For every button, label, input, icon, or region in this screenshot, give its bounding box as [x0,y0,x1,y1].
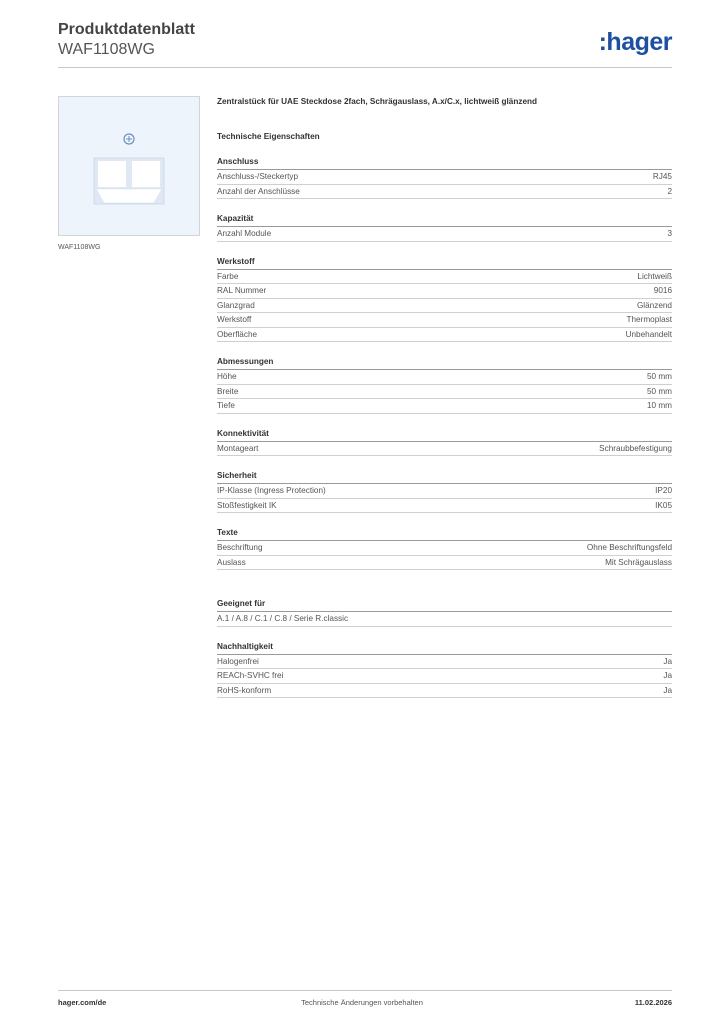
property-row [217,655,672,670]
property-row [217,612,672,627]
property-section [217,527,672,570]
property-label: Auslass [217,557,246,567]
property-row [217,227,672,242]
property-label: Werkstoff [217,315,252,324]
property-value: 3 [667,229,672,238]
property-label: Stoßfestigkeit IK [217,500,277,510]
product-details [217,96,672,698]
property-value: IK05 [655,500,672,510]
property-label: Farbe [217,271,239,281]
property-value: Ja [663,685,672,695]
property-label: Glanzgrad [217,300,255,310]
property-section [217,356,672,414]
property-row [217,484,672,499]
property-row [217,313,672,328]
property-value: Lichtweiß [637,271,672,281]
property-section [217,428,672,457]
property-label: RAL Nummer [217,286,267,295]
rj45-socket-plate-icon [59,97,199,235]
property-row [217,270,672,285]
property-row [217,170,672,185]
section-heading: Konnektivität [217,428,672,442]
image-caption: WAF1108WG [58,244,101,251]
footer-divider [58,990,672,991]
property-value: Unbehandelt [625,329,672,339]
section-heading: Sicherheit [217,470,672,484]
property-value: 50 mm [646,386,672,396]
property-row [217,328,672,343]
property-section [217,598,672,627]
property-row [217,684,672,699]
property-label: Anzahl Module [217,229,272,238]
property-label: RoHS-konform [217,685,272,695]
property-section [217,470,672,513]
property-label: Anschluss-/Steckertyp [217,172,298,181]
technical-properties-title: Technische Eigenschaften [217,132,320,141]
property-sections [217,156,672,698]
property-value: Ohne Beschriftungsfeld [586,543,672,552]
section-heading: Geeignet für [217,598,672,612]
section-heading: Nachhaltigkeit [217,641,672,655]
property-label: A.1 / A.8 / C.1 / C.8 / Serie R.classic [217,614,349,623]
property-label: IP-Klasse (Ingress Protection) [217,486,326,495]
property-value: 50 mm [646,372,672,381]
document-title: Produktdatenblatt [58,21,195,38]
document-header [58,20,195,60]
property-row [217,442,672,457]
footer-website: hager.com/de [58,998,107,1007]
property-row [217,669,672,684]
footer-date: 11.02.2026 [634,998,672,1007]
property-label: Anzahl der Anschlüsse [217,186,300,196]
property-label: Halogenfrei [217,656,259,666]
product-image [58,96,200,236]
property-label: Tiefe [217,401,235,410]
property-value: Schraubbefestigung [599,443,672,453]
property-section [217,641,672,699]
property-row [217,385,672,400]
property-label: Beschriftung [217,543,263,552]
property-label: REACh-SVHC frei [217,671,284,680]
property-value: Glänzend [636,300,672,310]
product-name: Zentralstück für UAE Steckdose 2fach, Schrägauslass, A.x/C.x, lichtweiß glänzend [217,97,538,106]
property-value: RJ45 [652,172,672,181]
property-value: Ja [663,656,672,666]
section-heading: Abmessungen [217,356,672,370]
property-label: Montageart [217,443,259,453]
section-heading: Anschluss [217,156,672,170]
article-number: WAF1108WG [58,41,155,58]
property-value: 10 mm [646,401,672,410]
property-section [217,156,672,199]
property-row [217,399,672,414]
hager-logo: :hager [598,28,672,56]
property-label: Breite [217,386,239,396]
property-label: Oberfläche [217,329,258,339]
property-value: IP20 [655,486,672,495]
header-divider [58,67,672,68]
property-row [217,541,672,556]
property-row [217,185,672,200]
property-value: 9016 [653,286,672,295]
property-value: Ja [663,671,672,680]
property-label: Höhe [217,372,237,381]
section-heading: Kapazität [217,213,672,227]
section-heading: Werkstoff [217,256,672,270]
property-row [217,556,672,571]
property-value: Thermoplast [626,315,672,324]
footer-note: Technische Änderungen vorbehalten [301,998,423,1007]
property-row [217,299,672,314]
property-row [217,284,672,299]
property-row [217,499,672,514]
property-section [217,256,672,343]
section-heading: Texte [217,527,672,541]
property-value: 2 [667,186,672,196]
property-section [217,213,672,242]
property-value: Mit Schrägauslass [605,557,672,567]
property-row [217,370,672,385]
